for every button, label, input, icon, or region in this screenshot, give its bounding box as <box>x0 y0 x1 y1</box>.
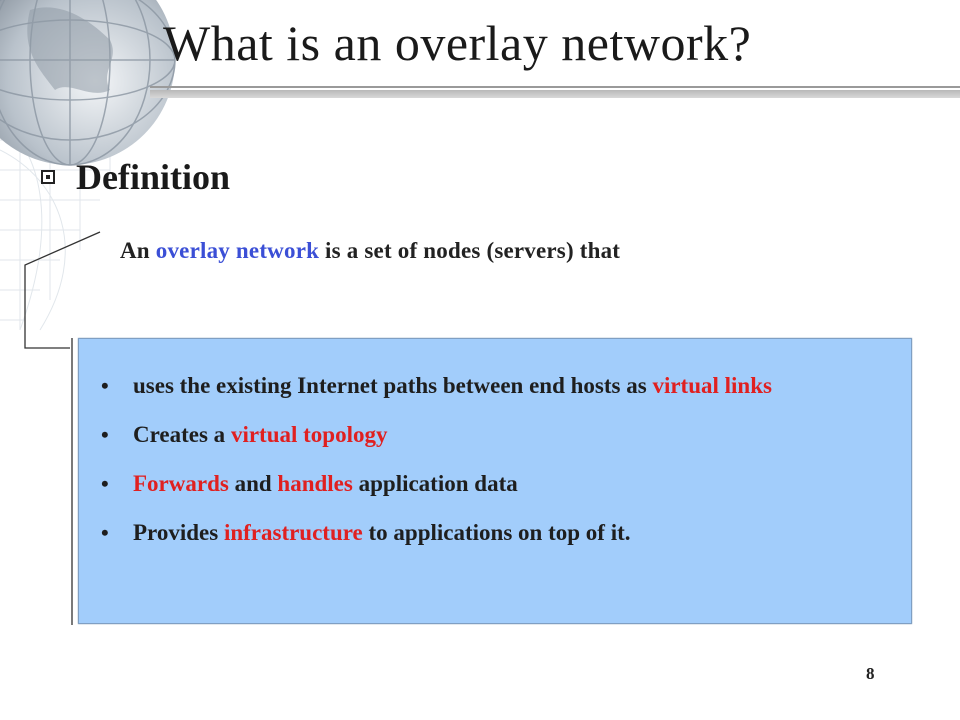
highlight-text: virtual topology <box>230 422 388 447</box>
bullet-text: uses the existing Internet paths between end hosts as <box>133 373 653 398</box>
bullet-item <box>79 516 911 550</box>
bullet-text: to applications on top of it. <box>362 520 631 545</box>
bullet-text: and <box>228 471 278 496</box>
highlight-text: handles <box>277 471 353 496</box>
highlight-text: Forwards <box>133 471 229 496</box>
bullet-text: Provides <box>133 520 224 545</box>
highlight-text: infrastructure <box>223 520 363 545</box>
lead-highlight: overlay network <box>155 238 320 263</box>
page-number: 8 <box>866 664 875 683</box>
lead-prefix: An <box>120 238 156 263</box>
definition-box <box>78 338 912 624</box>
bullet-item <box>79 467 911 501</box>
bullet-item <box>79 418 911 452</box>
bullet-text: Creates a <box>133 422 231 447</box>
bullet-item <box>79 369 911 403</box>
bullet-list <box>79 369 911 565</box>
slide-title: What is an overlay network? <box>163 15 752 71</box>
bullet-text: application data <box>352 471 518 496</box>
highlight-text: virtual links <box>652 373 772 398</box>
section-heading: Definition <box>76 157 231 197</box>
lead-suffix: is a set of nodes (servers) that <box>319 238 621 263</box>
